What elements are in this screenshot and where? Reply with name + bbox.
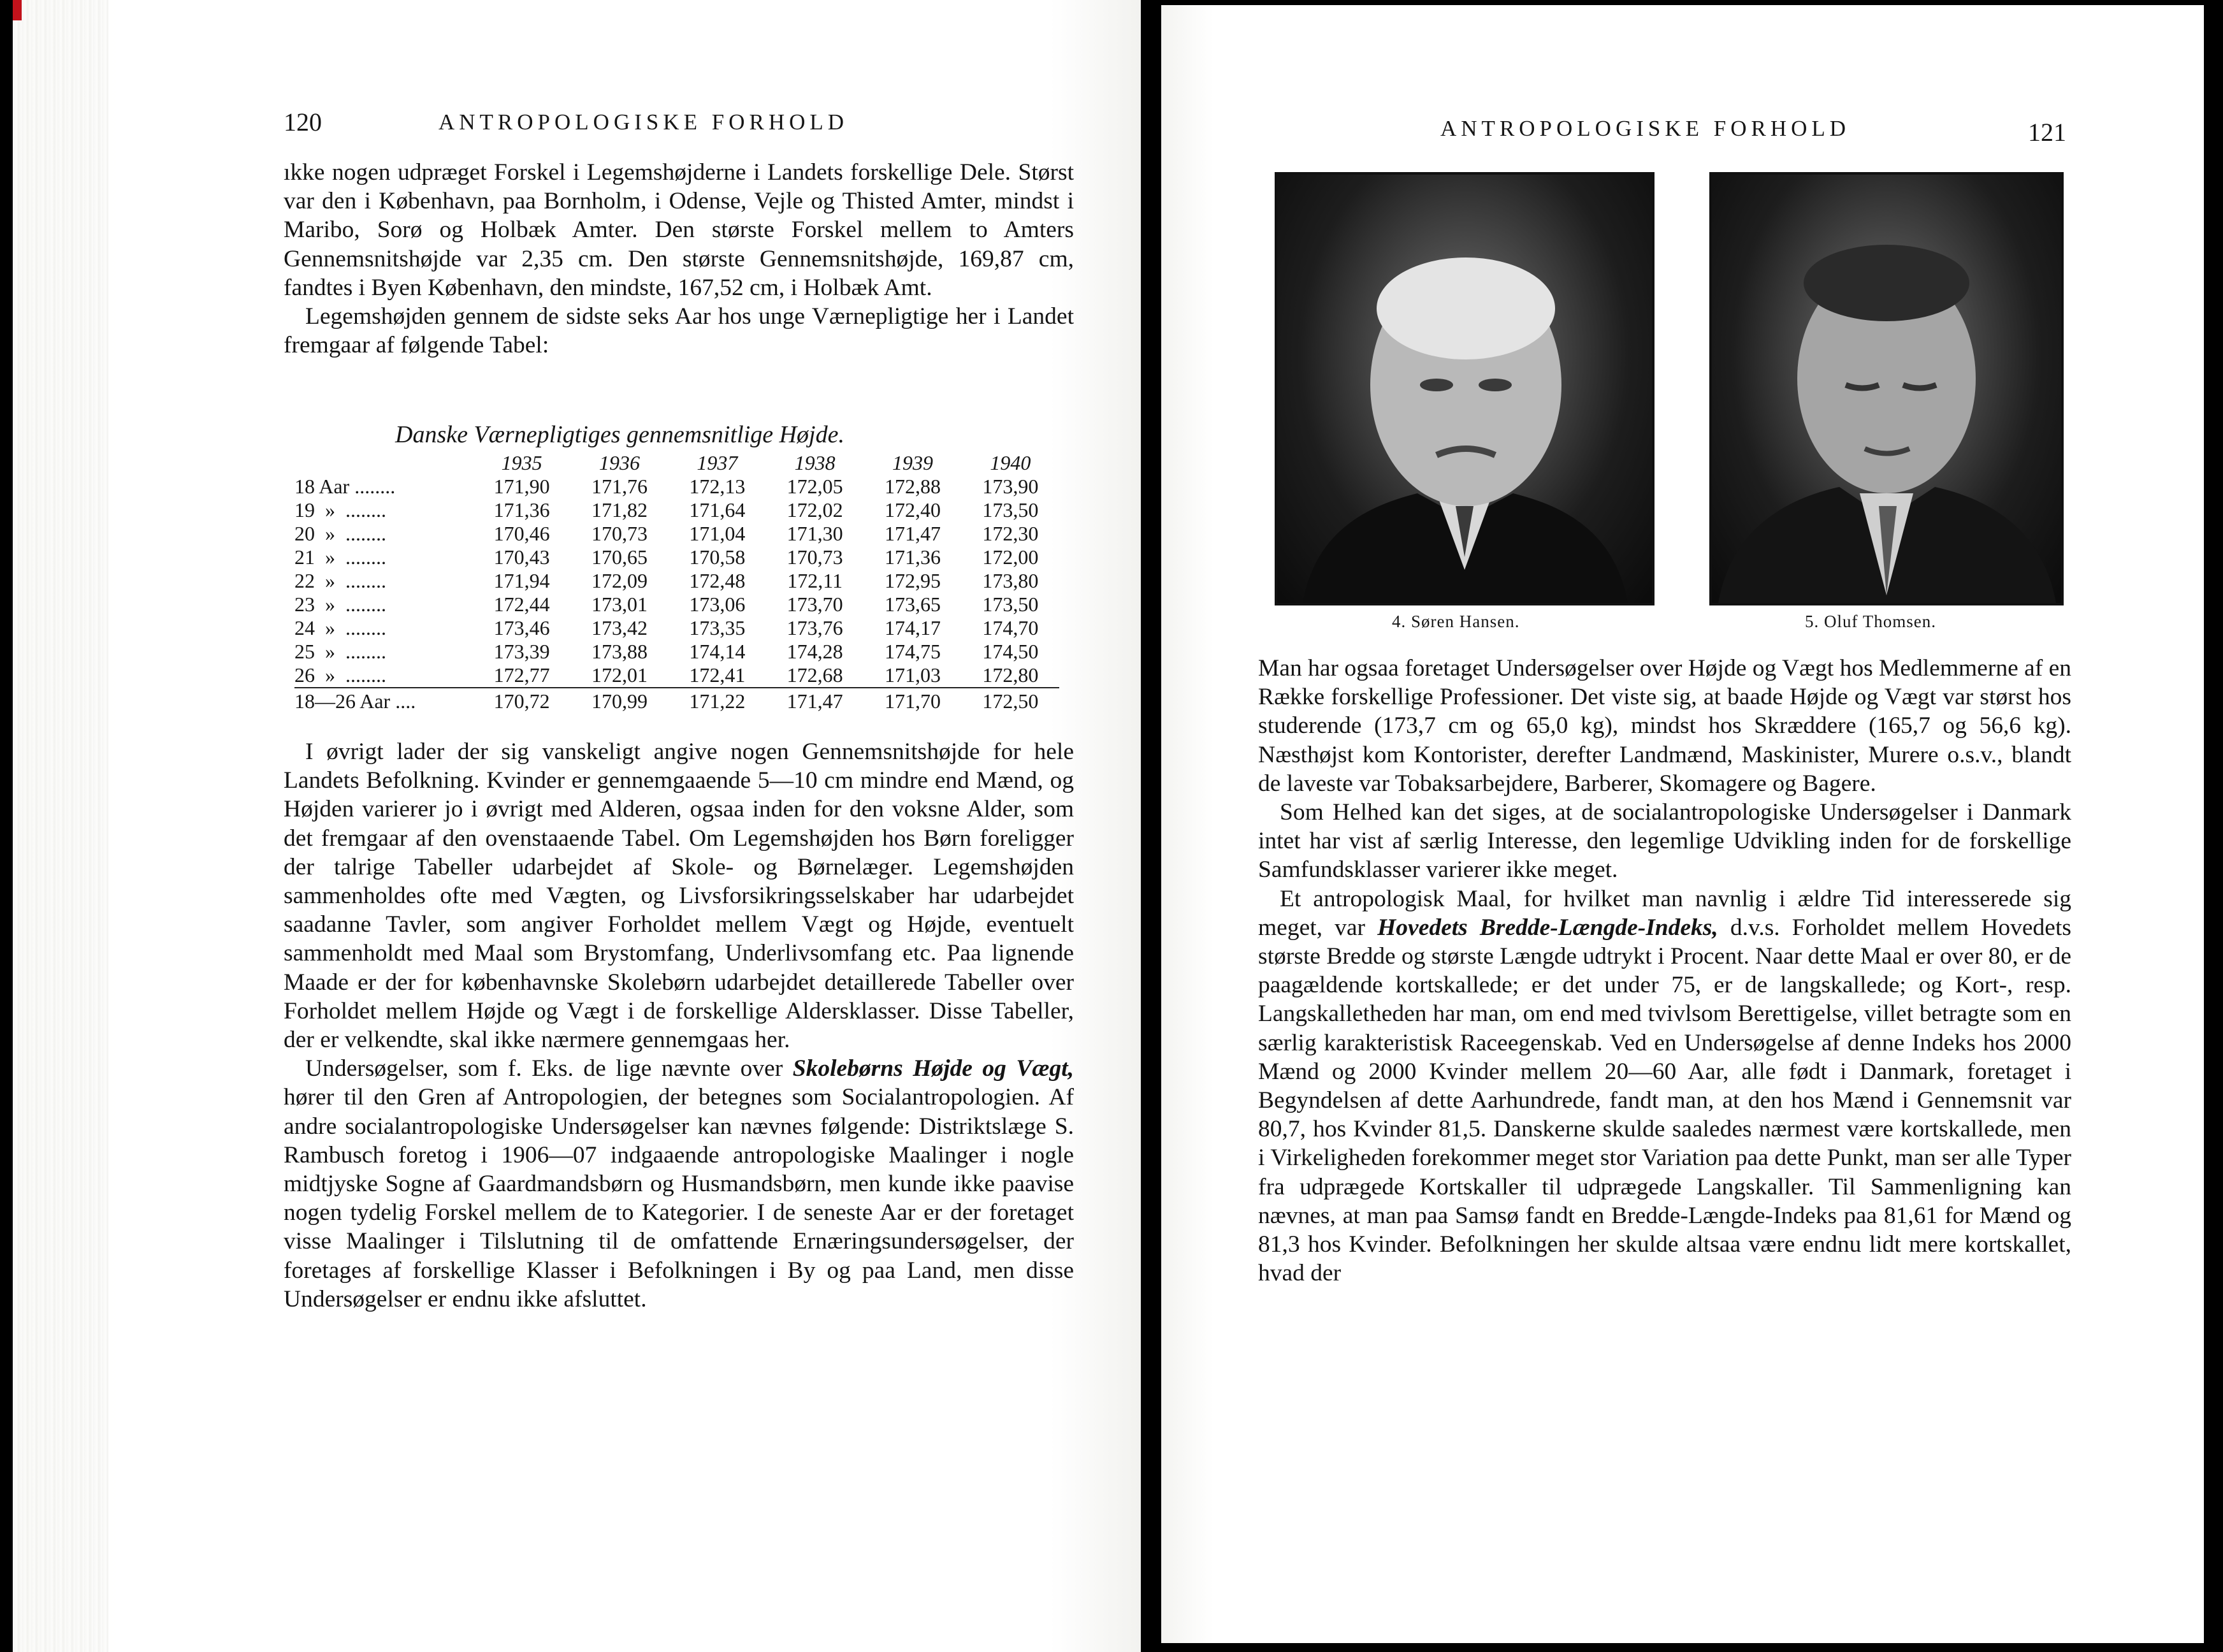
text-block-top (284, 158, 1074, 359)
table-cell: 171,82 (591, 498, 648, 521)
table-cell: 174,75 (884, 640, 941, 663)
table-cell: 173,88 (591, 640, 648, 663)
table-caption: Danske Værnepligtiges gennemsnitlige Højde. (395, 421, 844, 448)
table-header-row (294, 451, 1059, 475)
table-cell: 172,95 (884, 569, 941, 592)
table-body (294, 475, 1059, 714)
row-label: 23 » ........ (294, 593, 386, 616)
table-cell: 172,40 (884, 498, 941, 521)
table-cell: 171,04 (689, 522, 746, 545)
table-cell: 172,13 (689, 475, 746, 498)
table-cell: 170,46 (493, 522, 550, 545)
column-header: 1939 (892, 451, 933, 474)
row-label: 19 » ........ (294, 498, 386, 521)
paragraph-text: Et antropologisk Maal, for hvilket man navnlig i ældre Tid interesserede sig meget, var (1258, 885, 2071, 941)
table-cell: 171,03 (884, 663, 941, 686)
row-label: 21 » ........ (294, 546, 386, 569)
emphasis-text: Skolebørns Højde og Vægt, (792, 1055, 1074, 1082)
paragraph: ıkke nogen udpræget Forskel i Legemshøjderne i Landets forskellige Dele. Størst var den i København, paa Bornholm, i Odense, Vejle og Thisted Amter, mindst i Maribo, Sorø og Holbæk Amter. Den største Forskel mellem to Amters Gennemsnitshøjde var 2,35 cm. Den største Gennemsnitshøjde, 169,87 cm, fandtes i Byen København, den mindste, 167,52 cm, i Holbæk Amt. (284, 159, 1074, 301)
right-page (1161, 5, 2204, 1643)
table-cell: 172,80 (982, 663, 1039, 686)
table-cell: 173,06 (689, 593, 746, 616)
portrait-figure (1277, 175, 1652, 603)
table-cell: 171,47 (884, 522, 941, 545)
table-cell: 172,00 (982, 546, 1039, 569)
paragraph-text: Undersøgelser, som f. Eks. de lige nævnte over (305, 1055, 793, 1082)
table-row (294, 546, 1059, 569)
table-cell: 171,90 (493, 475, 550, 498)
text-block (1258, 654, 2071, 1287)
table-row (294, 498, 1059, 522)
paragraph-text: d.v.s. Forholdet mellem Hovedets største Bredde og største Længde udtrykt i Procent. Naar dette Maal er over 80, er de paagældende kortskallede; er det under 75, er de langskallede; og Kort-, resp. Langskalletheden har man, om end med tvivlsom Berettigelse, villet betragte som en særlig karakteristisk Raceegenskab. Ved en Undersøgelse af denne Indeks hos 2000 Mænd og 2000 Kvinder mellem 20—60 Aar, alle født i Danmark, foretaget i Begyndelsen af dette Aarhundrede, fandt man, at den hos Mænd i Gennemsnit var 80,7, hos Kvinder 81,5. Danskerne skulde saaledes nærmest være kortskallede, men i Virkeligheden forekommer meget stor Variation paa dette Punkt, man ser alle Typer fra udprægede Kortskaller til udprægede Langskaller. Til Sammenligning kan nævnes, at man paa Samsø fandt en Bredde-Længde-Indeks paa 81,61 for Mænd og 81,3 hos Kvinder. Befolkningen her skulde altsaa være endnu lidt mere kortskallet, hvad der (1258, 914, 2071, 1287)
table-cell: 171,94 (493, 569, 550, 592)
table-cell: 173,39 (493, 640, 550, 663)
table-cell: 174,17 (884, 616, 941, 639)
paragraph (284, 1054, 1074, 1314)
table-cell: 172,02 (786, 498, 843, 521)
table-cell: 174,14 (689, 640, 746, 663)
table-cell: 171,70 (864, 688, 961, 714)
column-header: 1936 (598, 451, 640, 474)
table-cell: 171,36 (493, 498, 550, 521)
table-cell: 171,64 (689, 498, 746, 521)
table-cell: 172,05 (786, 475, 843, 498)
portrait-photo (1709, 172, 2064, 605)
height-table (294, 451, 1059, 714)
paragraph (1258, 885, 2071, 1288)
table-cell: 170,65 (591, 546, 648, 569)
row-label: 25 » ........ (294, 640, 386, 663)
column-header: 1935 (501, 451, 542, 474)
table-row (294, 593, 1059, 616)
table-cell: 171,36 (884, 546, 941, 569)
paragraph-text: hører til den Gren af Antropologien, der betegnes som Socialantropologien. Af andre socialantropologiske Undersøgelser kan nævnes følgende: Distriktslæge S. Rambusch foretog i 1906—07 indgaaende antropologiske Maalinger i nogle midtjyske Sogne af Gaardmandsbørn og Husmandsbørn, men kunde ikke paavise nogen tydelig Forskel mellem de to Kategorier. I de seneste Aar er der foretaget visse Maalinger i Tilslutning til de omfattende Ernæringsundersøgelser, der foretages af forskellige Klasser i Befolkningen i By og paa Land, men disse Undersøgelser er endnu ikke afsluttet. (284, 1084, 1074, 1312)
paragraph: Legemshøjden gennem de sidste seks Aar hos unge Værnepligtige her i Landet fremgaar af følgende Tabel: (284, 303, 1074, 359)
row-label: 22 » ........ (294, 569, 386, 592)
page-number: 120 (284, 108, 322, 136)
table-row (294, 522, 1059, 546)
row-label: 18 Aar ........ (294, 475, 396, 498)
table-cell: 170,43 (493, 546, 550, 569)
running-head: ANTROPOLOGISKE FORHOLD (438, 110, 849, 134)
paragraph: Man har ogsaa foretaget Undersøgelser over Højde og Vægt hos Medlemmerne af en Række forskellige Professioner. Det viste sig, at baade Højde og Vægt var størst hos studerende (173,7 cm og 65,0 kg), mindst hos Skræddere (165,7 og 56,6 kg). Næsthøjst kom Kontorister, derefter Landmænd, Maskinister, Murere o.s.v., blandt de laveste var Tobaksarbejdere, Barberer, Skomagere og Bagere. (1258, 655, 2071, 797)
table-row (294, 640, 1059, 663)
table-cell: 171,30 (786, 522, 843, 545)
table-cell: 173,35 (689, 616, 746, 639)
table-cell: 170,73 (591, 522, 648, 545)
table-cell: 170,73 (786, 546, 843, 569)
paragraph: I øvrigt lader der sig vanskeligt angive nogen Gennemsnitshøjde for hele Landets Befolkning. Kvinder er gennemgaaende 5—10 cm mindre end Mænd, og Højden varierer jo i øvrigt med Alderen, ogsaa inden for den voksne Alder, som det fremgaar af den ovenstaaende Tabel. Om Legemshøjden hos Børn foreligger der talrige Tabeller udarbejdet af Skole- og Børnelæger. Legemshøjden sammenholdes ofte med Vægten, og Livsforsikringsselskaber har udarbejdet saadanne Tavler, som angiver Forholdet mellem Vægt og Højde, eventuelt sammenholdt med Maal som Brystomfang, Underlivsomfang etc. Paa lignende Maade er der for københavnske Skolebørn udarbejdet detaillerede Tabeller over Forholdet mellem Højde og Vægt i de forskellige Aldersklasser. Disse Tabeller, der er velkendte, skal ikke nærmere gennemgaas her. (284, 739, 1074, 1054)
page-edge-stripes (13, 0, 108, 1652)
table-row (294, 475, 1059, 498)
emphasis-text: Hovedets Bredde-Længde-Indeks, (1377, 914, 1718, 941)
table-cell: 170,72 (473, 688, 570, 714)
table-cell: 172,41 (689, 663, 746, 686)
table-cell: 171,76 (591, 475, 648, 498)
table-cell: 170,58 (689, 546, 746, 569)
table-cell: 172,88 (884, 475, 941, 498)
table-row (294, 663, 1059, 688)
table-cell: 172,30 (982, 522, 1039, 545)
running-head: ANTROPOLOGISKE FORHOLD (1440, 116, 1851, 141)
table-cell: 173,50 (982, 498, 1039, 521)
table-cell: 170,99 (570, 688, 668, 714)
portrait-photo (1275, 172, 1655, 605)
table-cell: 174,28 (786, 640, 843, 663)
row-label: 26 » ........ (294, 663, 386, 686)
table-cell: 172,48 (689, 569, 746, 592)
table-cell: 173,50 (982, 593, 1039, 616)
paragraph: Som Helhed kan det siges, at de socialantropologiske Undersøgelser i Danmark intet har vist af særlig Interesse, den legemlige Udvikling inden for de forskellige Samfundsklasser varierer ikke meget. (1258, 799, 2071, 883)
table-row (294, 569, 1059, 593)
table-cell: 173,01 (591, 593, 648, 616)
photo-caption: 5. Oluf Thomsen. (1805, 612, 1936, 631)
column-header: 1938 (794, 451, 836, 474)
table-cell: 174,70 (982, 616, 1039, 639)
table-cell: 173,42 (591, 616, 648, 639)
row-label: 20 » ........ (294, 522, 386, 545)
table-cell: 174,50 (982, 640, 1039, 663)
table-cell: 173,90 (982, 475, 1039, 498)
table-cell: 171,47 (766, 688, 864, 714)
table-cell: 172,01 (591, 663, 648, 686)
table-cell: 172,50 (962, 688, 1059, 714)
table-corner (294, 451, 473, 475)
table-cell: 173,76 (786, 616, 843, 639)
table-cell: 172,77 (493, 663, 550, 686)
text-block-bottom (284, 737, 1074, 1314)
table-cell: 173,65 (884, 593, 941, 616)
photo-caption: 4. Søren Hansen. (1392, 612, 1520, 631)
portrait-figure (1712, 175, 2061, 603)
column-header: 1937 (697, 451, 738, 474)
table-cell: 172,44 (493, 593, 550, 616)
table-total-row (294, 688, 1059, 714)
table-cell: 171,22 (669, 688, 766, 714)
table-cell: 173,46 (493, 616, 550, 639)
row-label: 18—26 Aar .... (294, 688, 473, 714)
table-cell: 172,68 (786, 663, 843, 686)
table-row (294, 616, 1059, 640)
column-header: 1940 (990, 451, 1031, 474)
red-edge-mark (13, 0, 22, 20)
left-page (13, 0, 1141, 1652)
table-cell: 173,70 (786, 593, 843, 616)
row-label: 24 » ........ (294, 616, 386, 639)
page-number: 121 (2028, 118, 2066, 147)
table-cell: 172,11 (787, 569, 843, 592)
table-cell: 172,09 (591, 569, 648, 592)
table-cell: 173,80 (982, 569, 1039, 592)
